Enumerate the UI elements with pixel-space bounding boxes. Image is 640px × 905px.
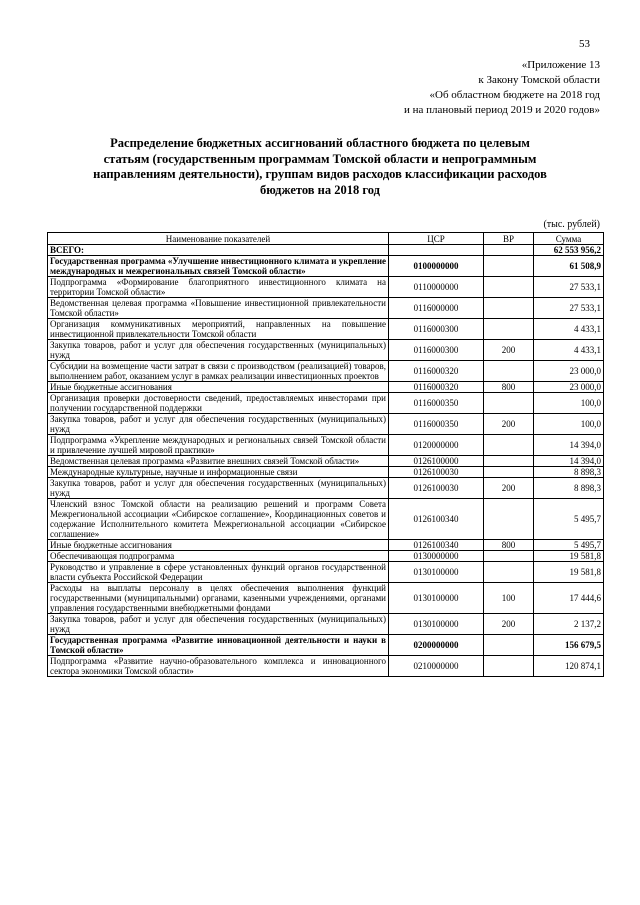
cell-vr [484, 277, 534, 298]
cell-name: Закупка товаров, работ и услуг для обеспечения государственных (муниципальных) нужд [48, 414, 389, 435]
cell-name: ВСЕГО: [48, 245, 389, 256]
table-header-row [48, 233, 604, 245]
cell-vr: 200 [484, 414, 534, 435]
table-row [48, 277, 604, 298]
cell-sum: 19 581,8 [534, 551, 604, 562]
cell-csr: 0116000320 [389, 382, 484, 393]
cell-vr [484, 298, 534, 319]
table-row [48, 551, 604, 562]
cell-csr: 0116000320 [389, 361, 484, 382]
cell-name: Ведомственная целевая программа «Развитие внешних связей Томской области» [48, 456, 389, 467]
cell-csr [389, 245, 484, 256]
cell-name: Международные культурные, научные и информационные связи [48, 467, 389, 478]
cell-csr: 0116000350 [389, 414, 484, 435]
cell-sum: 2 137,2 [534, 614, 604, 635]
cell-vr: 200 [484, 340, 534, 361]
cell-sum: 62 553 956,2 [534, 245, 604, 256]
cell-csr: 0130100000 [389, 614, 484, 635]
cell-csr: 0100000000 [389, 256, 484, 277]
cell-csr: 0126100340 [389, 540, 484, 551]
page-number: 53 [579, 38, 590, 50]
header-sum: Сумма [534, 233, 604, 245]
table-row [48, 393, 604, 414]
cell-name: Иные бюджетные ассигнования [48, 382, 389, 393]
cell-name: Организация коммуникативных мероприятий, направленных на повышение инвестиционной привлекательности Томской области [48, 319, 389, 340]
cell-vr [484, 551, 534, 562]
cell-name: Иные бюджетные ассигнования [48, 540, 389, 551]
cell-name: Закупка товаров, работ и услуг для обеспечения государственных (муниципальных) нужд [48, 478, 389, 499]
cell-sum: 27 533,1 [534, 277, 604, 298]
cell-csr: 0126100030 [389, 467, 484, 478]
cell-name: Членский взнос Томской области на реализацию решений и программ Совета Межрегиональной ассоциации «Сибирское соглашение», Координационных советов и содержание Исполнительного комитета Межрегиональной ассоциации «Сибирское соглашение» [48, 499, 389, 540]
header-csr: ЦСР [389, 233, 484, 245]
title-line: бюджетов на 2018 год [260, 182, 380, 197]
cell-sum: 100,0 [534, 393, 604, 414]
cell-csr: 0116000000 [389, 298, 484, 319]
cell-name: Государственная программа «Улучшение инвестиционного климата и укрепление международных и межрегиональных связей Томской области» [48, 256, 389, 277]
header-name: Наименование показателей [48, 233, 389, 245]
cell-vr: 200 [484, 614, 534, 635]
cell-csr: 0126100030 [389, 478, 484, 499]
cell-vr [484, 361, 534, 382]
cell-name: Руководство и управление в сфере установленных функций органов государственной власти субъекта Российской Федерации [48, 562, 389, 583]
cell-csr: 0126100000 [389, 456, 484, 467]
cell-vr [484, 635, 534, 656]
cell-sum: 8 898,3 [534, 467, 604, 478]
cell-name: Подпрограмма «Развитие научно-образовательного комплекса и инновационного сектора экономики Томской области» [48, 656, 389, 677]
cell-vr [484, 245, 534, 256]
table-row [48, 435, 604, 456]
cell-vr [484, 319, 534, 340]
cell-vr [484, 656, 534, 677]
table-row [48, 635, 604, 656]
cell-sum: 23 000,0 [534, 382, 604, 393]
cell-vr [484, 467, 534, 478]
cell-vr: 200 [484, 478, 534, 499]
table-row [48, 499, 604, 540]
cell-vr [484, 456, 534, 467]
cell-csr: 0116000300 [389, 319, 484, 340]
cell-csr: 0116000300 [389, 340, 484, 361]
table-row [48, 614, 604, 635]
cell-name: Ведомственная целевая программа «Повышение инвестиционной привлекательности Томской области» [48, 298, 389, 319]
cell-csr: 0130100000 [389, 583, 484, 614]
cell-sum: 5 495,7 [534, 499, 604, 540]
cell-csr: 0210000000 [389, 656, 484, 677]
cell-sum: 27 533,1 [534, 298, 604, 319]
units-label: (тыс. рублей) [543, 219, 600, 230]
cell-sum: 5 495,7 [534, 540, 604, 551]
table-row [48, 478, 604, 499]
cell-sum: 100,0 [534, 414, 604, 435]
table-row [48, 540, 604, 551]
table-row [48, 298, 604, 319]
table-row [48, 583, 604, 614]
table-row [48, 414, 604, 435]
table-row [48, 467, 604, 478]
cell-sum: 156 679,5 [534, 635, 604, 656]
cell-vr: 800 [484, 382, 534, 393]
table-row [48, 361, 604, 382]
title-line: Распределение бюджетных ассигнований областного бюджета по целевым [110, 136, 530, 150]
cell-sum: 23 000,0 [534, 361, 604, 382]
appendix-line: и на плановый период 2019 и 2020 годов» [403, 104, 600, 116]
cell-sum: 19 581,8 [534, 562, 604, 583]
cell-name: Закупка товаров, работ и услуг для обеспечения государственных (муниципальных) нужд [48, 614, 389, 635]
appendix-line: «Об областном бюджете на 2018 год [429, 89, 600, 101]
cell-csr: 0110000000 [389, 277, 484, 298]
cell-sum: 17 444,6 [534, 583, 604, 614]
cell-sum: 61 508,9 [534, 256, 604, 277]
budget-table [47, 232, 604, 677]
cell-sum: 4 433,1 [534, 340, 604, 361]
cell-sum: 4 433,1 [534, 319, 604, 340]
cell-csr: 0120000000 [389, 435, 484, 456]
cell-vr [484, 393, 534, 414]
cell-csr: 0116000350 [389, 393, 484, 414]
cell-name: Государственная программа «Развитие инновационной деятельности и науки в Томской области» [48, 635, 389, 656]
cell-vr [484, 562, 534, 583]
cell-vr [484, 499, 534, 540]
cell-vr: 100 [484, 583, 534, 614]
cell-name: Субсидии на возмещение части затрат в связи с производством (реализацией) товаров, выполнением работ, оказанием услуг в рамках реализации инвестиционных проектов [48, 361, 389, 382]
table-row [48, 319, 604, 340]
appendix-reference [240, 58, 600, 118]
document-title [60, 136, 580, 198]
cell-sum: 8 898,3 [534, 478, 604, 499]
title-line: направлениям деятельности), группам видов расходов классификации расходов [93, 167, 547, 181]
cell-name: Расходы на выплаты персоналу в целях обеспечения выполнения функций государственными (муниципальными) органами, казенными учреждениями, органами управления государственными внебюджетными фондами [48, 583, 389, 614]
cell-vr [484, 435, 534, 456]
cell-csr: 0130000000 [389, 551, 484, 562]
cell-csr: 0126100340 [389, 499, 484, 540]
cell-name: Обеспечивающая подпрограмма [48, 551, 389, 562]
cell-name: Закупка товаров, работ и услуг для обеспечения государственных (муниципальных) нужд [48, 340, 389, 361]
table-row [48, 340, 604, 361]
appendix-line: «Приложение 13 [521, 59, 600, 71]
table-row [48, 245, 604, 256]
appendix-line: к Закону Томской области [478, 74, 600, 86]
cell-sum: 14 394,0 [534, 435, 604, 456]
cell-name: Подпрограмма «Укрепление международных и региональных связей Томской области и привлечение лучшей мировой практики» [48, 435, 389, 456]
title-line: статьям (государственным программам Томской области и непрограммным [103, 151, 537, 166]
cell-sum: 120 874,1 [534, 656, 604, 677]
cell-sum: 14 394,0 [534, 456, 604, 467]
cell-name: Организация проверки достоверности сведений, предоставляемых инвесторами при получении государственной поддержки [48, 393, 389, 414]
table-row [48, 256, 604, 277]
table-row [48, 562, 604, 583]
cell-csr: 0200000000 [389, 635, 484, 656]
table-row [48, 656, 604, 677]
cell-vr: 800 [484, 540, 534, 551]
header-vr: ВР [484, 233, 534, 245]
table-body [48, 245, 604, 677]
cell-name: Подпрограмма «Формирование благоприятного инвестиционного климата на территории Томской области» [48, 277, 389, 298]
table-row [48, 456, 604, 467]
table-row [48, 382, 604, 393]
cell-vr [484, 256, 534, 277]
cell-csr: 0130100000 [389, 562, 484, 583]
